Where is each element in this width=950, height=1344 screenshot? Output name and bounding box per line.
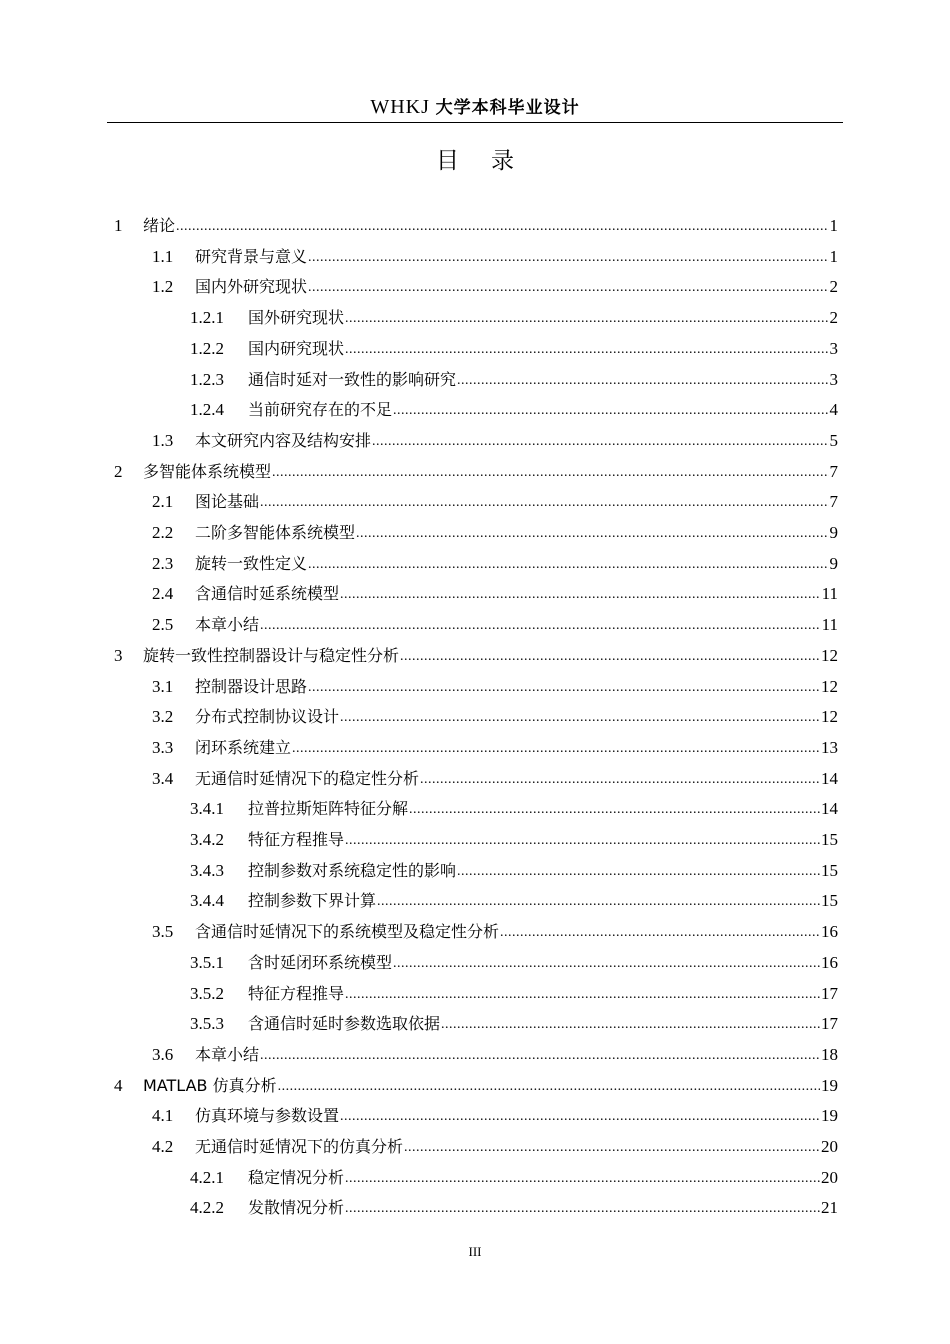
toc-entry-number: 1 [114,216,123,235]
toc-entry[interactable] [190,790,838,820]
toc-entry[interactable] [114,207,838,237]
toc-entry-page: 3 [829,338,838,358]
toc-entry[interactable] [152,514,838,544]
toc-entry-number: 1.2.4 [190,400,224,420]
toc-entry-number: 1.2.2 [190,338,224,358]
toc-entry-number: 4.1 [152,1106,174,1126]
toc-entry-number: 3.5.1 [190,952,224,972]
toc-entry-title: 国内外研究现状 [195,277,308,297]
toc-entry-page: 7 [829,492,838,512]
toc-dot-leader [292,739,820,759]
toc-dot-leader [457,371,828,391]
toc-entry-number: 4.2.1 [190,1167,224,1187]
toc-entry[interactable] [190,391,838,421]
toc-dot-leader [404,1138,820,1158]
toc-dot-leader [345,1169,820,1189]
toc-entry-number: 3.4 [152,768,174,788]
toc-entry[interactable] [190,975,838,1005]
toc-entry[interactable] [190,361,838,391]
toc-entry[interactable] [152,422,838,452]
toc-entry-page: 7 [829,461,838,481]
page-number: III [468,1244,482,1259]
toc-entry-title: 绪论 [143,216,176,235]
toc-entry-page: 1 [829,216,838,235]
toc-entry[interactable] [152,1036,838,1066]
toc-entry-number: 3.4.2 [190,830,224,849]
toc-entry-number: 4 [114,1075,123,1095]
toc-entry-title: 分布式控制协议设计 [195,707,340,727]
toc-dot-leader [272,463,828,483]
toc-entry-number: 3.5.2 [190,983,224,1003]
toc-dot-leader [345,1199,820,1219]
toc-dot-leader [308,678,820,698]
toc-entry[interactable] [114,637,838,667]
toc-entry-title: 含通信时延系统模型 [195,584,340,604]
toc-entry-page: 4 [829,400,838,420]
toc-dot-leader [345,985,820,1005]
header-rule [107,122,843,123]
toc-dot-leader [345,309,828,329]
toc-entry-number: 3.4.4 [190,891,224,911]
toc-entry-page: 12 [821,707,838,727]
toc-entry-page: 12 [821,676,838,696]
toc-entry-title: 研究背景与意义 [195,246,308,266]
toc-entry[interactable] [152,760,838,790]
toc-dot-leader [500,923,820,943]
toc-entry-page: 2 [829,277,838,297]
toc-entry-title: 含时延闭环系统模型 [248,952,393,972]
toc-entry-title: 控制参数下界计算 [248,891,377,911]
toc-entry[interactable] [152,913,838,943]
toc-title [107,145,843,177]
toc-entry-number: 4.2 [152,1137,174,1156]
toc-entry-title: 多智能体系统模型 [143,461,272,481]
toc-dot-leader [308,278,828,298]
toc-entry-number: 3.5 [152,922,174,942]
toc-entry-title: 二阶多智能体系统模型 [195,523,356,542]
toc-entry-page: 15 [821,830,838,849]
toc-entry-number: 2.4 [152,584,174,604]
toc-entry-number: 3 [114,645,123,665]
toc-entry-page: 18 [821,1044,838,1064]
toc-entry-number: 2.5 [152,615,174,635]
toc-entry-title: 本文研究内容及结构安排 [195,430,372,450]
toc-entry-title: 拉普拉斯矩阵特征分解 [248,799,409,819]
toc-entry-page: 19 [821,1106,838,1126]
toc-dot-leader [345,340,828,360]
toc-entry-title: 旋转一致性定义 [195,553,308,573]
toc-dot-leader [345,831,820,851]
toc-entry[interactable] [190,944,838,974]
toc-entry[interactable] [190,852,838,882]
toc-entry-title: 含通信时延情况下的系统模型及稳定性分析 [195,922,500,942]
toc-entry-page: 11 [821,584,838,604]
toc-title-part2: 录 [491,148,514,174]
toc-dot-leader [308,248,828,268]
toc-dot-leader [260,493,828,513]
toc-dot-leader [400,647,820,667]
toc-entry-title: 旋转一致性控制器设计与稳定性分析 [143,645,400,665]
toc-entry-title: 闭环系统建立 [195,737,292,757]
toc-entry-page: 15 [821,860,838,880]
toc-entry-page: 11 [821,615,838,635]
toc-entry-number: 2.3 [152,553,174,573]
toc-entry[interactable] [152,1128,838,1158]
toc-dot-leader [278,1077,820,1097]
toc-dot-leader [420,770,820,790]
toc-entry-title: 通信时延对一致性的影响研究 [248,369,457,389]
toc-entry-page: 17 [821,1014,838,1034]
toc-entry-title: 国外研究现状 [248,308,345,328]
toc-entry-page: 16 [821,952,838,972]
toc-entry-page: 21 [821,1198,838,1218]
toc-entry[interactable] [152,575,838,605]
toc-entry-title: 无通信时延情况下的仿真分析 [195,1137,404,1156]
toc-entry-page: 9 [829,523,838,542]
toc-entry[interactable] [152,483,838,513]
toc-entry-number: 3.2 [152,707,174,727]
toc-entry-title: 控制器设计思路 [195,676,308,696]
toc-entry-title: 本章小结 [195,1044,260,1064]
toc-entry-number: 1.2.1 [190,308,224,328]
toc-entry-number: 3.5.3 [190,1014,224,1034]
toc-entry-page: 20 [821,1167,838,1187]
toc-entry-number: 3.4.3 [190,860,224,880]
toc-entry[interactable] [152,606,838,636]
toc-entry-page: 5 [829,430,838,450]
toc-entry-page: 14 [821,768,838,788]
toc-entry-page: 19 [821,1075,838,1095]
toc-entry-title: 控制参数对系统稳定性的影响 [248,860,457,880]
toc-dot-leader [340,1107,820,1127]
toc-entry-title: 含通信时延时参数选取依据 [248,1014,441,1034]
page-header [107,95,843,120]
toc-entry-number: 2.2 [152,523,174,542]
toc-entry-number: 3.6 [152,1044,174,1064]
toc-entry-title: 发散情况分析 [248,1198,345,1218]
toc-entry-page: 17 [821,983,838,1003]
toc-dot-leader [441,1015,820,1035]
header-title: 大学本科毕业设计 [435,98,580,118]
toc-dot-leader [356,524,828,544]
toc-entry[interactable] [114,1067,838,1097]
toc-entry-title: 特征方程推导 [248,830,345,849]
toc-dot-leader [308,555,828,575]
toc-entry-title: 无通信时延情况下的稳定性分析 [195,768,420,788]
toc-entry-page: 3 [829,369,838,389]
toc-dot-leader [260,1046,820,1066]
toc-entry-title: 本章小结 [195,615,260,635]
toc-entry[interactable] [152,668,838,698]
toc-dot-leader [393,954,820,974]
toc-entry-title: 特征方程推导 [248,983,345,1003]
toc-entry-page: 9 [829,553,838,573]
toc-entry[interactable] [152,729,838,759]
toc-entry[interactable] [152,698,838,728]
toc-entry-page: 2 [829,308,838,328]
toc-entry-page: 14 [821,799,838,819]
toc-entry[interactable] [190,299,838,329]
toc-entry-number: 1.2 [152,277,174,297]
toc-entry-page: 13 [821,737,838,757]
toc-entry-number: 1.1 [152,246,174,266]
toc-dot-leader [377,892,820,912]
toc-dot-leader [260,616,821,636]
toc-entry-title: 稳定情况分析 [248,1167,345,1187]
toc-entry-number: 3.1 [152,676,174,696]
toc-entry-title: 当前研究存在的不足 [248,400,393,420]
toc-entry-title: 仿真环境与参数设置 [195,1106,340,1126]
toc-entry[interactable] [152,238,838,268]
toc-entry-number: 3.3 [152,737,174,757]
toc-entry-number: 2.1 [152,492,174,512]
toc-title-part1: 目 [436,148,459,174]
toc-entry-title: MATLAB 仿真分析 [143,1075,277,1095]
toc-entry-page: 1 [829,246,838,266]
toc-entry[interactable] [190,882,838,912]
toc-entry[interactable] [114,453,838,483]
toc-entry-number: 2 [114,461,123,481]
toc-entry[interactable] [190,1005,838,1035]
toc-entry-title: 图论基础 [195,492,260,512]
toc-entry-title: 国内研究现状 [248,338,345,358]
toc-dot-leader [176,217,828,237]
toc-entry[interactable] [152,1097,838,1127]
header-latin: WHKJ [370,96,430,118]
toc-entry-number: 3.4.1 [190,799,224,819]
toc-dot-leader [457,862,820,882]
toc-dot-leader [340,585,821,605]
toc-entry-page: 16 [821,922,838,942]
toc-dot-leader [340,708,820,728]
toc-entry[interactable] [152,268,838,298]
toc-entry[interactable] [152,545,838,575]
toc-dot-leader [409,800,820,820]
toc-entry-page: 20 [821,1137,838,1156]
toc-dot-leader [393,401,828,421]
toc-entry[interactable] [190,1159,838,1189]
toc-entry-number: 1.2.3 [190,369,224,389]
toc-entry-number: 4.2.2 [190,1198,224,1218]
toc-entry-page: 15 [821,891,838,911]
toc-entry-number: 1.3 [152,430,174,450]
toc-entry[interactable] [190,821,838,851]
toc-entry[interactable] [190,1189,838,1219]
toc-entry-page: 12 [821,645,838,665]
toc-dot-leader [372,432,828,452]
toc-entry[interactable] [190,330,838,360]
